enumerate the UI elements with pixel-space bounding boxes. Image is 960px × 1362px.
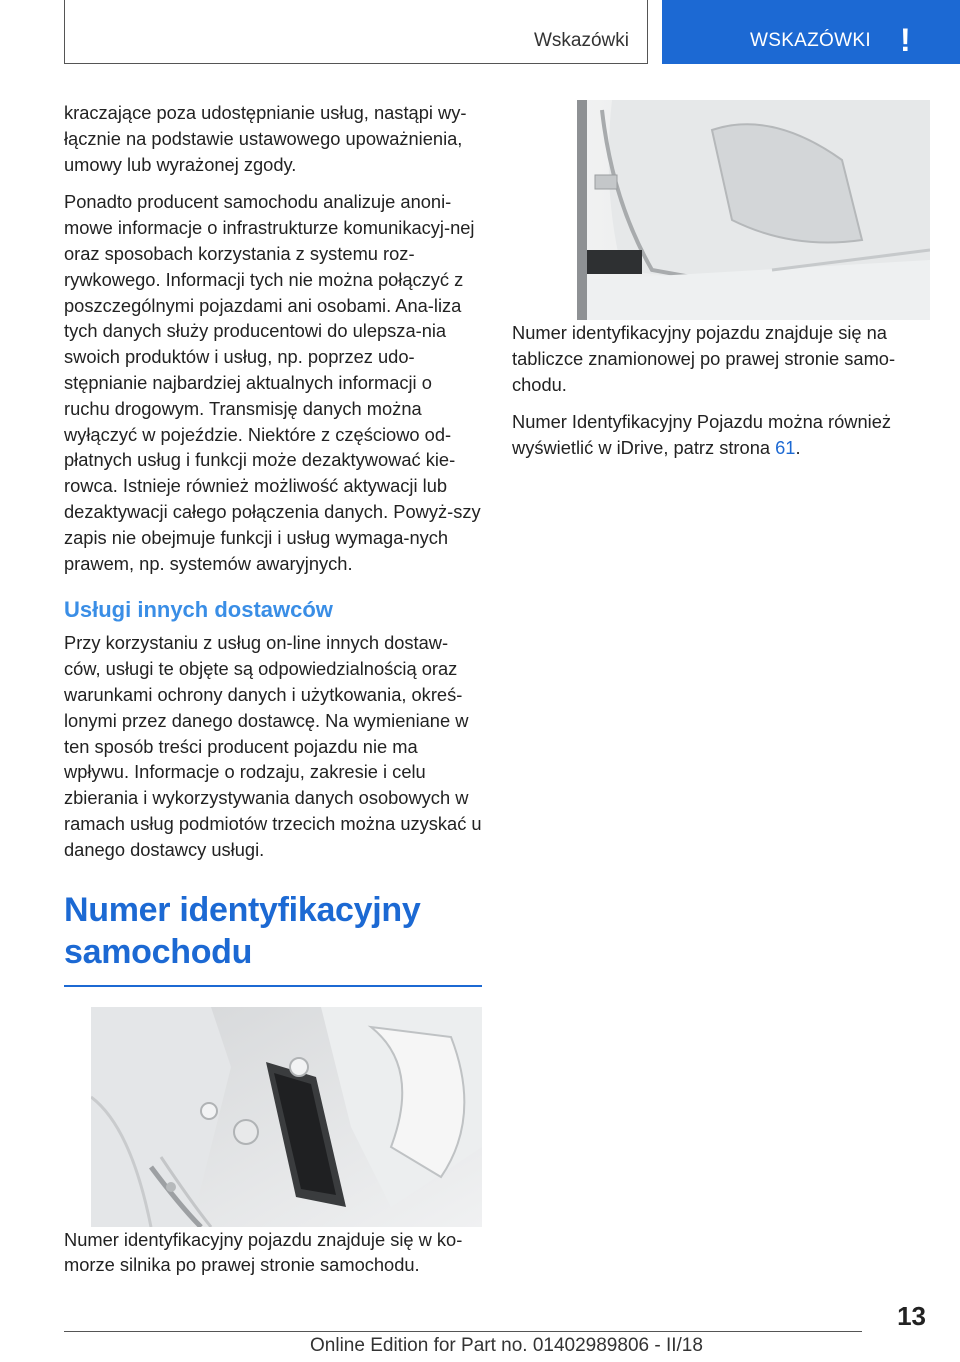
subheading-third-party: Usługi innych dostawców: [64, 597, 333, 623]
section-label: WSKAZÓWKI: [750, 30, 871, 51]
section-tab: [662, 0, 960, 64]
door-sill-vin-plate-photo: [512, 100, 930, 320]
page-link-61[interactable]: 61: [775, 437, 796, 459]
footer-divider: [64, 1331, 862, 1332]
idrive-text-end: .: [795, 437, 801, 459]
section-heading: Numer identyfikacyjny samochodu: [64, 890, 421, 971]
edition-footer: Online Edition for Part no. 01402989806 - II/18: [310, 1335, 703, 1356]
breadcrumb: Wskazówki: [533, 30, 629, 51]
door-photo-caption: Numer identyfikacyjny pojazdu znajduje się na tabliczce znamionowej po prawej stronie samo-chodu.: [512, 322, 896, 395]
engine-photo-caption: Numer identyfikacyjny pojazdu znajduje się w ko-morze silnika po prawej stronie samochodu.: [64, 1228, 463, 1276]
exclamation-icon: !: [900, 22, 911, 58]
idrive-paragraph: [512, 409, 930, 461]
engine-compartment-vin-photo: [91, 1007, 482, 1227]
page-number: 13: [897, 1301, 926, 1331]
heading-divider: [64, 985, 482, 987]
left-column: [64, 100, 482, 1290]
paragraph-1: kraczające poza udostępnianie usług, nastąpi wy-łącznie na podstawie ustawowego upoważnienia, umowy lub wyrażonej zgody.: [64, 102, 467, 175]
paragraph-3: Przy korzystaniu z usług on-line innych dostaw-ców, usługi te objęte są odpowiedzialnością oraz warunkami ochrony danych i użytkowania, okreś-lonymi przez danego dostawcę. Na wymieniane w ten sposób treści producent pojazdu nie ma wpływu. Informacje o rodzaju, zakresie i celu zbierania i wykorzystywania danych osobowych w ramach usług podmiotów trzecich można uzyskać u danego dostawcy usługi.: [64, 632, 482, 860]
paragraph-2: Ponadto producent samochodu analizuje anoni-mowe informacje o infrastrukturze komunikacyj-nej oraz sposobach korzystania z systemu roz-rywkowego. Informacji tych nie można połączyć z poszczególnymi pojazdami ani osobami. Ana-liza tych danych służy producentowi do ulepsza-nia swoich produktów i usług, np. poprzez udo-stępnianie najbardziej aktualnych informacji o ruchu drogowym. Transmisję danych można wyłączyć w pojeździe. Niektóre z częściowo od-płatnych usług i funkcji może dezaktywować kie-rowca. Istnieje również możliwość aktywacji lub dezaktywacji całego połączenia danych. Powyż-szy zapis nie obejmuje funkcji i usług wymaga-nych prawem, np. systemów awaryjnych.: [64, 191, 481, 574]
right-column: [512, 100, 930, 473]
idrive-text: Numer Identyfikacyjny Pojazdu można również wyświetlić w iDrive, patrz strona: [512, 411, 891, 459]
header-box: [64, 0, 648, 64]
